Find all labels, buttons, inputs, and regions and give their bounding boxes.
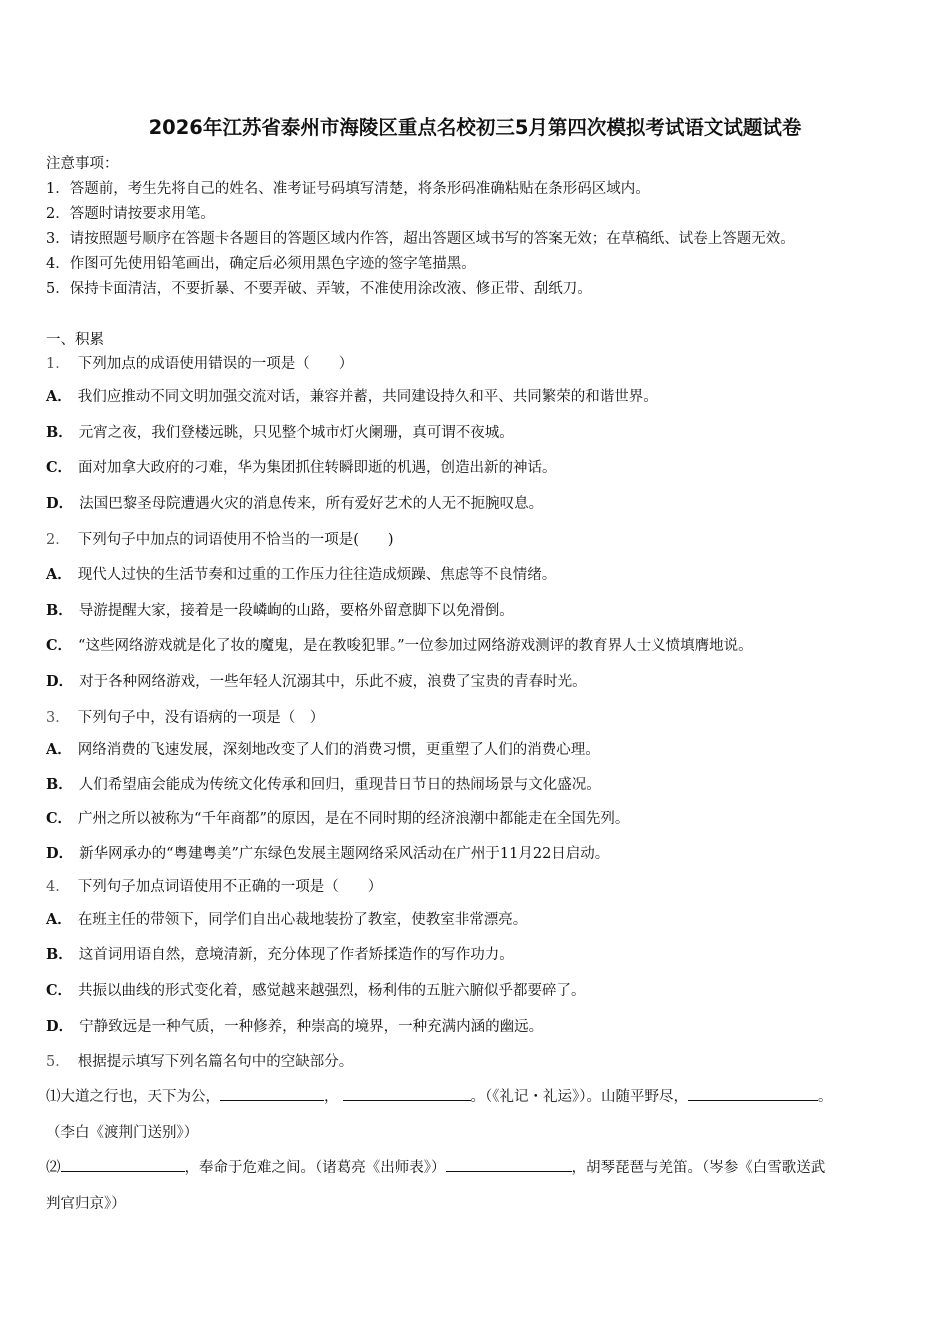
exam-title: 2026年江苏省泰州市海陵区重点名校初三5月第四次模拟考试语文试题试卷 [148, 116, 802, 139]
notice-item-5: 5．保持卡面清洁，不要折暴、不要弄破、弄皱，不准使用涂改液、修正带、刮纸刀。 [46, 281, 592, 297]
question-1-stem [46, 352, 353, 373]
q2-option-c [46, 634, 753, 655]
fill-text: ⑵ [46, 1160, 61, 1176]
option-label: C． [46, 982, 73, 999]
fill-text: 。（《礼记・礼运》）。山随平野尽， [470, 1089, 688, 1105]
fill-text: ⑴大道之行也，天下为公， [46, 1089, 220, 1105]
q3-option-d [46, 842, 609, 863]
notice-item-3: 3．请按照题号顺序在答题卡各题目的答题区域内作答，超出答题区域书写的答案无效；在草稿纸、试卷上答题无效。 [46, 231, 795, 247]
notice-item-4: 4．作图可先使用铅笔画出，确定后必须用黑色字迹的签字笔描黑。 [46, 256, 476, 272]
option-text: 面对加拿大政府的刁难，华为集团抓住转瞬即逝的机遇，创造出新的神话。 [78, 460, 557, 476]
option-text: 元宵之夜，我们登楼远眺，只见整个城市灯火阑珊，真可谓不夜城。 [78, 425, 514, 441]
q4-option-a [46, 908, 527, 929]
section-heading: 一、积累 [46, 332, 104, 348]
answer-blank[interactable] [343, 1087, 471, 1101]
option-label: C． [46, 637, 73, 654]
fill-text: 。 [818, 1089, 833, 1105]
option-text: 现代人过快的生活节奏和过重的工作压力往往造成烦躁、焦虑等不良情绪。 [77, 567, 557, 583]
question-text: 下列句子中加点的词语使用不恰当的一项是( ) [77, 532, 394, 548]
option-text: 人们希望庙会能成为传统文化传承和回归，重现昔日节日的热闹场景与文化盛况。 [78, 777, 601, 793]
notice-heading: 注意事项： [46, 156, 119, 172]
option-text: 这首词用语自然，意境清新，充分体现了作者矫揉造作的写作功力。 [78, 947, 514, 963]
question-5-stem [46, 1050, 353, 1071]
option-text: 新华网承办的“粤建粤美”广东绿色发展主题网络采风活动在广州于11月22日启动。 [79, 846, 610, 862]
q3-option-b [46, 773, 601, 794]
option-label: B． [46, 424, 73, 441]
q3-option-c [46, 807, 629, 828]
option-label: D． [46, 1018, 74, 1035]
q1-option-a [46, 385, 658, 406]
option-label: C． [46, 459, 73, 476]
option-text: 导游提醒大家，接着是一段嶙峋的山路，要格外留意脚下以免滑倒。 [78, 603, 514, 619]
option-text: 法国巴黎圣母院遭遇火灾的消息传来，所有爱好艺术的人无不扼腕叹息。 [79, 496, 544, 512]
option-label: B． [46, 776, 73, 793]
question-number: 2． [46, 532, 70, 548]
fill-line-1-continued: （李白《渡荆门送别》） [46, 1125, 199, 1141]
question-text: 下列加点的成语使用错误的一项是（ ） [77, 356, 354, 372]
question-4-stem [46, 875, 382, 896]
option-label: D． [46, 495, 74, 512]
q1-option-b [46, 421, 514, 442]
fill-line-1 [46, 1085, 833, 1106]
option-text: 共振以曲线的形式变化着，感觉越来越强烈，杨利伟的五脏六腑似乎都要碎了。 [78, 983, 586, 999]
q3-option-a [46, 738, 600, 759]
q1-option-c [46, 456, 557, 477]
question-number: 3． [46, 710, 70, 726]
option-text: 网络消费的飞速发展，深刻地改变了人们的消费习惯，更重塑了人们的消费心理。 [77, 742, 600, 758]
answer-blank[interactable] [61, 1158, 185, 1172]
notice-item-1: 1．答题前，考生先将自己的姓名、准考证号码填写清楚，将条形码准确粘贴在条形码区域内。 [46, 181, 650, 197]
question-text: 下列句子中，没有语病的一项是（ ） [77, 710, 325, 726]
notice-item-2: 2．答题时请按要求用笔。 [46, 206, 215, 222]
option-text: 我们应推动不同文明加强交流对话，兼容并蓄，共同建设持久和平、共同繁荣的和谐世界。 [77, 389, 658, 405]
option-label: A． [46, 741, 72, 758]
q2-option-d [46, 670, 587, 691]
fill-text: ，奉命于危难之间。（诸葛亮《出师表》） [184, 1160, 446, 1176]
answer-blank[interactable] [220, 1087, 324, 1101]
question-text: 下列句子加点词语使用不正确的一项是（ ） [77, 879, 383, 895]
fill-text: ，胡琴琵琶与羌笛。（岑参《白雪歌送武 [571, 1160, 826, 1176]
fill-line-2 [46, 1156, 825, 1177]
answer-blank[interactable] [688, 1087, 818, 1101]
option-label: A． [46, 566, 72, 583]
option-text: “这些网络游戏就是化了妆的魔鬼，是在教唆犯罪。”一位参加过网络游戏测评的教育界人士义愤填膺地说。 [78, 638, 753, 654]
option-label: D． [46, 673, 74, 690]
q1-option-d [46, 492, 543, 513]
q2-option-b [46, 599, 514, 620]
option-label: C． [46, 810, 73, 827]
question-number: 4． [46, 879, 70, 895]
question-3-stem [46, 706, 324, 727]
question-number: 5． [46, 1054, 70, 1070]
fill-text: ， [324, 1089, 339, 1105]
option-label: A． [46, 388, 72, 405]
fill-line-2-continued: 判官归京》） [46, 1196, 126, 1212]
q2-option-a [46, 563, 556, 584]
option-label: B． [46, 946, 73, 963]
option-text: 在班主任的带领下，同学们自出心裁地装扮了教室，使教室非常漂亮。 [77, 912, 528, 928]
option-text: 广州之所以被称为“千年商都”的原因，是在不同时期的经济浪潮中都能走在全国先列。 [78, 811, 630, 827]
option-label: D． [46, 845, 74, 862]
q4-option-b [46, 943, 514, 964]
option-text: 对于各种网络游戏，一些年轻人沉溺其中，乐此不疲，浪费了宝贵的青春时光。 [79, 674, 587, 690]
option-label: A． [46, 911, 72, 928]
question-2-stem [46, 528, 394, 549]
q4-option-c [46, 979, 586, 1000]
q4-option-d [46, 1015, 543, 1036]
option-text: 宁静致远是一种气质，一种修养，种崇高的境界，一种充满内涵的幽远。 [79, 1019, 544, 1035]
answer-blank[interactable] [446, 1158, 572, 1172]
option-label: B． [46, 602, 73, 619]
question-text: 根据提示填写下列名篇名句中的空缺部分。 [77, 1054, 354, 1070]
question-number: 1． [46, 356, 70, 372]
